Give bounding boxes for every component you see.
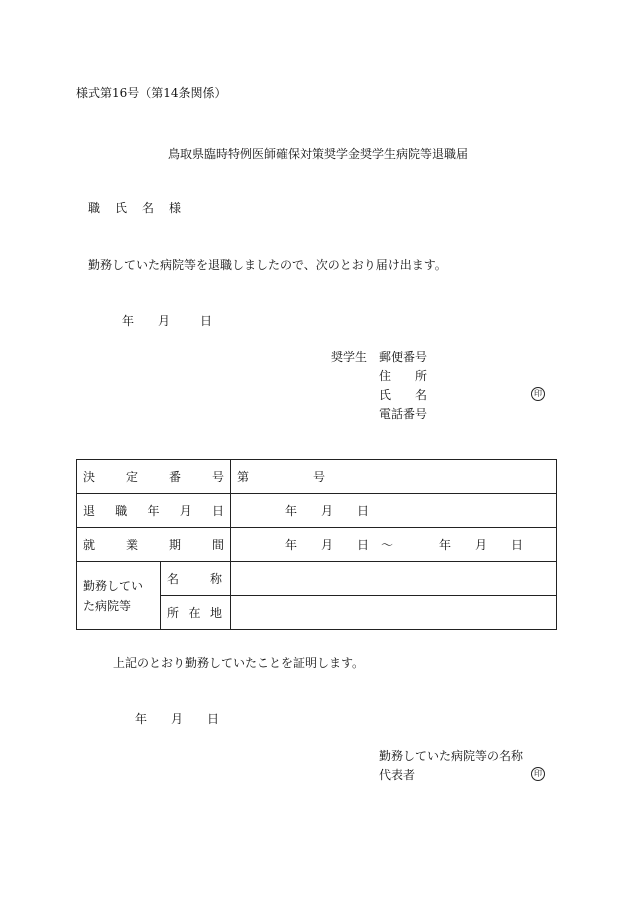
table-row <box>77 528 557 562</box>
document-title: 鳥取県臨時特例医師確保対策奨学金奨学生病院等退職届 <box>168 147 469 161</box>
submission-date <box>122 312 212 329</box>
certification-date <box>135 710 219 727</box>
body-text: 勤務していた病院等を退職しましたので、次のとおり届け出ます。 <box>88 258 447 272</box>
date-month: 月 <box>171 712 184 726</box>
employment-period-value[interactable]: 年 月 日 〜 年 月 日 <box>231 528 557 562</box>
certifier-representative: 代表者 <box>379 768 416 782</box>
employment-period-label: 就 業 期 間 <box>77 528 231 562</box>
retirement-date-value[interactable]: 年 月 日 <box>231 494 557 528</box>
certification-text: 上記のとおり勤務していたことを証明します。 <box>113 656 365 670</box>
addressee-char: 様 <box>169 201 182 215</box>
phone-field: 電話番号 <box>379 407 428 421</box>
date-month: 月 <box>158 314 171 328</box>
postal-code-field: 郵便番号 <box>379 350 428 364</box>
name-field: 氏 名 <box>379 388 428 402</box>
date-day: 日 <box>200 314 213 328</box>
hospital-name-label: 名 称 <box>161 562 231 596</box>
date-year: 年 <box>135 712 148 726</box>
addressee-char: 職 <box>88 201 101 215</box>
date-year: 年 <box>122 314 135 328</box>
hospital-name-value[interactable] <box>231 562 557 596</box>
date-day: 日 <box>207 712 220 726</box>
decision-number-label: 決 定 番 号 <box>77 460 231 494</box>
hospital-label: 勤務していた病院等 <box>77 562 161 630</box>
decision-number-value[interactable]: 第 号 <box>231 460 557 494</box>
address-field: 住 所 <box>379 369 428 383</box>
table-row <box>77 460 557 494</box>
applicant-label: 奨学生 <box>331 350 368 364</box>
retirement-info-table <box>76 459 557 630</box>
seal-icon: 印 <box>531 387 545 401</box>
certifier-hospital-name: 勤務していた病院等の名称 <box>379 749 524 763</box>
hospital-location-label: 所 在 地 <box>161 596 231 630</box>
addressee-char: 氏 <box>115 201 128 215</box>
table-row <box>77 494 557 528</box>
retirement-date-label: 退 職 年 月 日 <box>77 494 231 528</box>
hospital-location-value[interactable] <box>231 596 557 630</box>
table-row <box>77 562 557 596</box>
seal-icon: 印 <box>531 767 545 781</box>
form-number: 様式第16号（第14条関係） <box>76 86 227 100</box>
addressee-char: 名 <box>142 201 155 215</box>
addressee <box>88 199 196 216</box>
